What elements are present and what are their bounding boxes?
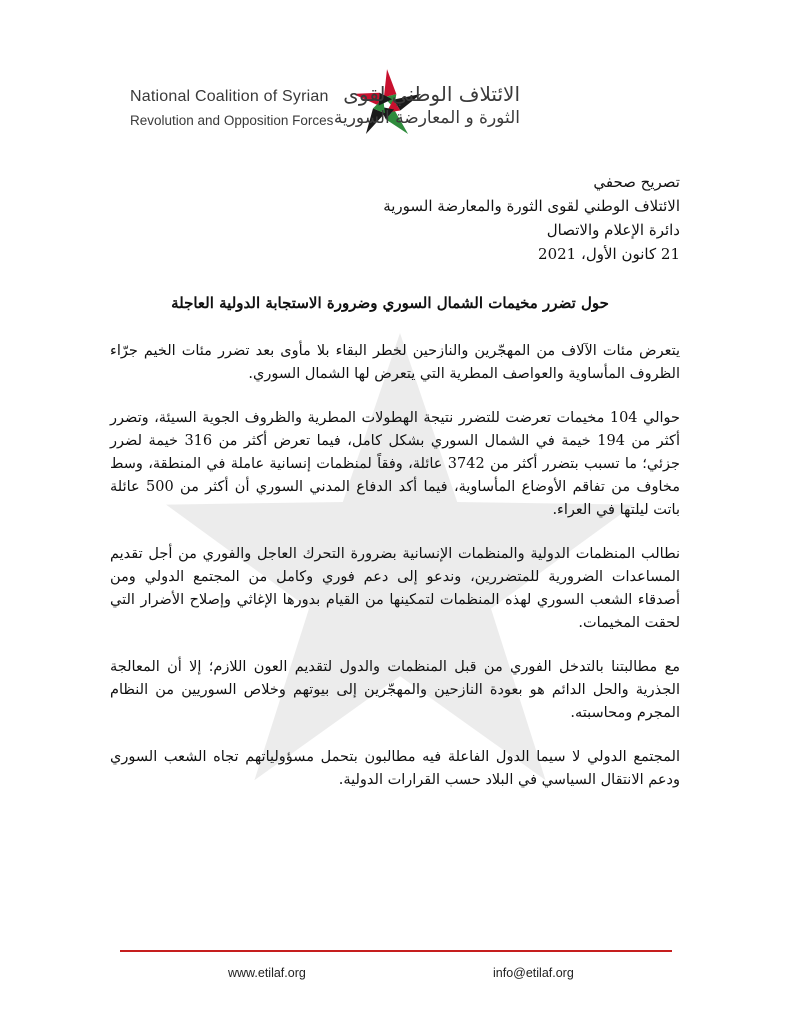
organization-name: الائتلاف الوطني لقوى الثورة والمعارضة السورية (383, 197, 680, 215)
footer-divider (120, 950, 672, 952)
statement-title: حول تضرر مخيمات الشمال السوري وضرورة الاستجابة الدولية العاجلة (171, 294, 609, 312)
paragraph: حوالي 104 مخيمات تعرضت للتضرر نتيجة الهطولات المطرية والظروف الجوية السيئة، وتضرر أكثر من 194 خيمة في الشمال السوري بشكل كامل، فيما تعرض أكثر من 316 خيمة لضرر جزئي؛ ما تسبب بتضرر أكثر من 3742 عائلة، وفقاً لمنظمات إنسانية عاملة في المنطقة، وسط مخاوف من تفاقم الأوضاع المأساوية، فيما أكد الدفاع المدني السوري أن أكثر من 500 عائلة باتت ليلتها في العراء. (110, 410, 681, 518)
doc-type: تصريح صحفي (593, 173, 680, 191)
header-arabic-line2: الثورة و المعارضة السورية (333, 108, 520, 128)
document-meta (383, 170, 680, 266)
header-english (130, 88, 333, 128)
paragraph: مع مطالبتنا بالتدخل الفوري من قبل المنظمات والدول لتقديم العون اللازم؛ إلا أن المعالجة الجذرية والحل الدائم هو بعودة النازحين والمهجّرين إلى بيوتهم وخلاص السوريين من النظام المجرم ومحاسبته. (110, 659, 680, 721)
paragraph: المجتمع الدولي لا سيما الدول الفاعلة فيه مطالبون بتحمل مسؤولياتهم تجاه الشعب السوري ودعم الانتقال السياسي في البلاد حسب القرارات الدولية. (110, 749, 680, 788)
header-arabic-line1: الائتلاف الوطني لقوى (343, 82, 520, 106)
department-name: دائرة الإعلام والاتصال (546, 221, 680, 239)
header-english-line2: Revolution and Opposition Forces (130, 113, 334, 128)
footer-email[interactable]: info@etilaf.org (493, 966, 574, 980)
release-date: 21 كانون الأول، 2021 (538, 245, 680, 263)
header-english-line1: National Coalition of Syrian (130, 88, 329, 105)
footer-website[interactable]: www.etilaf.org (228, 966, 306, 980)
header-arabic (334, 82, 520, 128)
paragraph: نطالب المنظمات الدولية والمنظمات الإنسانية بضرورة التحرك العاجل والفوري من أجل تقديم المساعدات الضرورية للمتضررين، وندعو إلى دعم فوري وكامل من المجتمع الدولي ومن أصدقاء الشعب السوري لهذه المنظمات لتمكينها من القيام بدورها الإغاثي وإصلاح الأضرار التي لحقت المخيمات. (110, 546, 680, 631)
statement-body (110, 340, 680, 813)
paragraph: يتعرض مئات الآلاف من المهجّرين والنازحين لخطر البقاء بلا مأوى بعد تضرر مئات الخيم جرّاء الظروف المأساوية والعواصف المطرية التي يتعرض لها الشمال السوري. (110, 343, 680, 382)
